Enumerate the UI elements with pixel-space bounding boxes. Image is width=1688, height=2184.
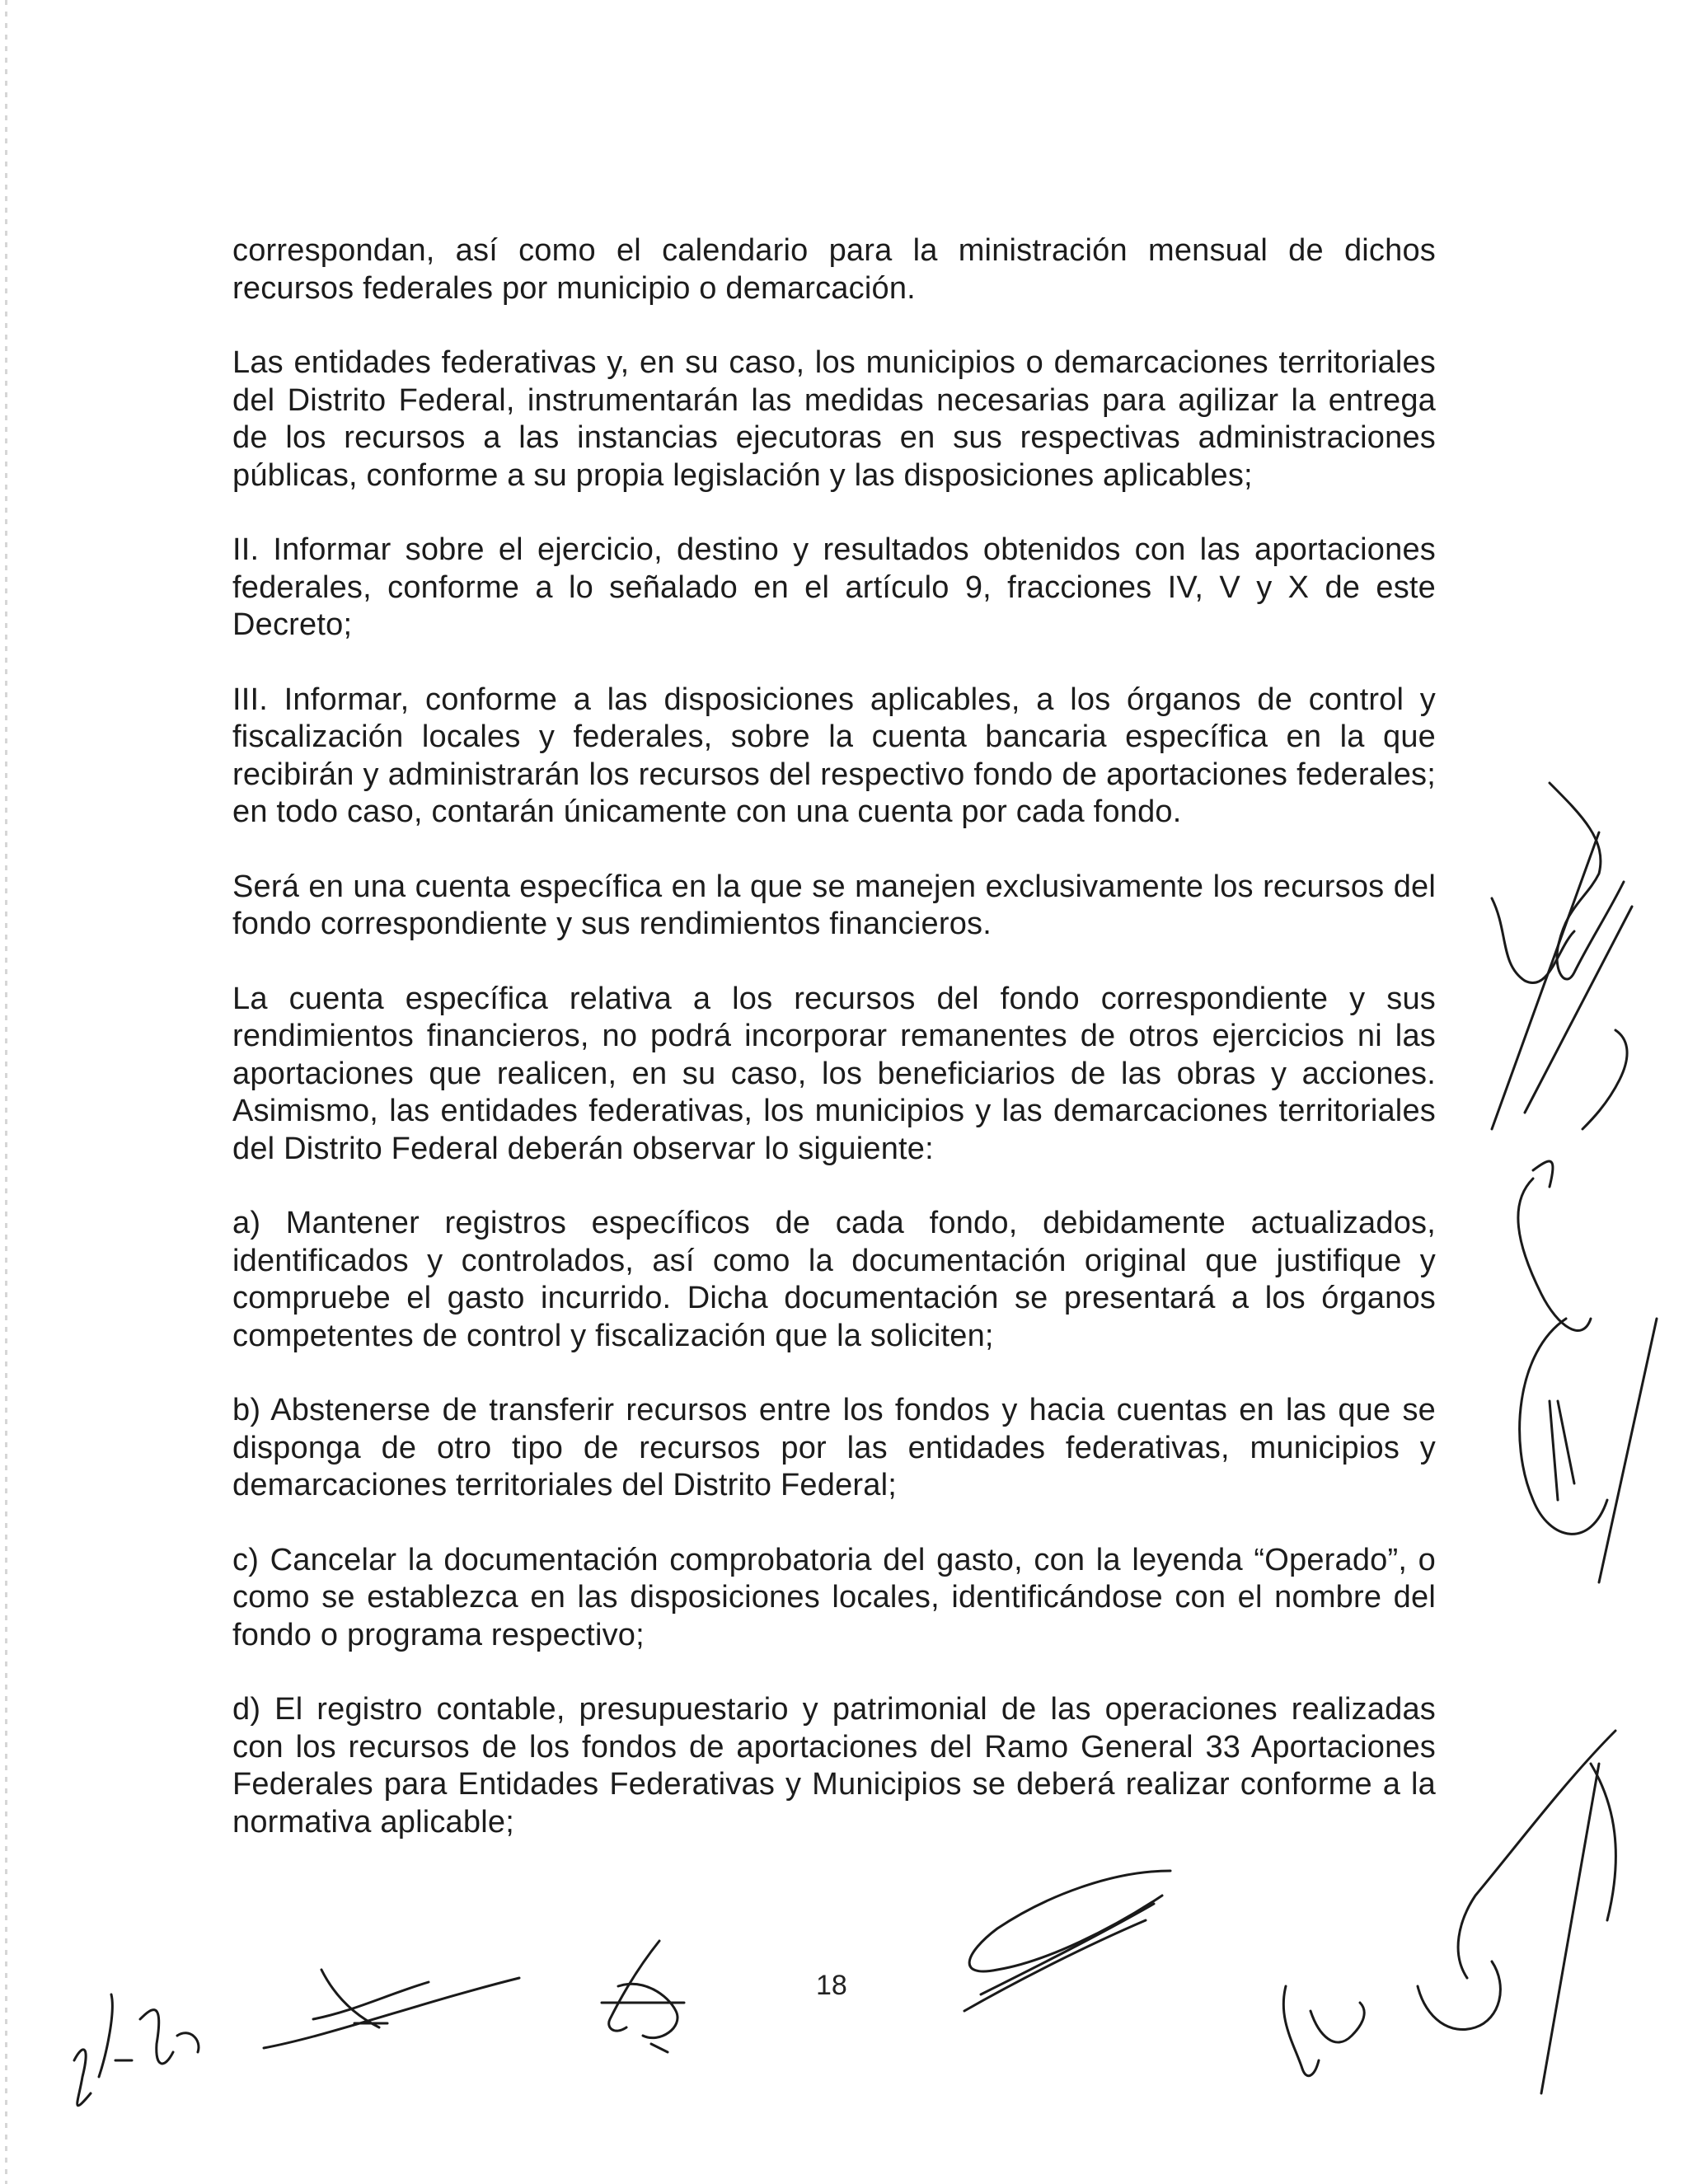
paragraph-fraction-iii: III. Informar, conforme a las disposiciones aplicables, a los órganos de control y fiscalización locales y federales, sobre la cuenta bancaria específica en la que recibirán y administrarán los recursos del respectivo fondo de aportaciones federales; en todo caso, contarán únicamente con una cuenta por cada fondo. xyxy=(232,682,1436,829)
scan-edge-artifact xyxy=(5,0,7,2184)
paragraph-item-a: a) Mantener registros específicos de cada fondo, debidamente actualizados, identificados y controlados, así como la documentación original que justifique y compruebe el gasto incurrido. Dicha documentación se presentará a los órganos competentes de control y fiscalización que la soliciten; xyxy=(232,1206,1436,1353)
signature-bottom-center-right xyxy=(948,1863,1195,2032)
signature-right-lower xyxy=(1401,1714,1665,2106)
signature-right-upper xyxy=(1475,783,1640,1133)
paragraph-6: La cuenta específica relativa a los recursos del fondo correspondiente y sus rendimientos financieros, no podrá incorporar remanentes de otros ejercicios ni las aportaciones que realicen, en su caso, los beneficiarios de las obras y acciones. Asimismo, las entidades federativas, los municipios y las demarcaciones territoriales del Distrito Federal deberán observar lo siguiente: xyxy=(232,981,1436,1166)
page-number: 18 xyxy=(816,1970,847,2001)
paragraph-1: correspondan, así como el calendario para la ministración mensual de dichos recursos federales por municipio o demarcación. xyxy=(232,233,1436,306)
paragraph-item-b: b) Abstenerse de transferir recursos entre los fondos y hacia cuentas en las que se disponga de otro tipo de recursos por las entidades federativas, municipios y demarcaciones territoriales del Distrito Federal; xyxy=(232,1393,1436,1502)
paragraph-item-d: d) El registro contable, presupuestario y patrimonial de las operaciones realizadas con los recursos de los fondos de aportaciones del Ramo General 33 Aportaciones Federales para Entidades Federativas y Municipios se deberá realizar conforme a la normativa aplicable; xyxy=(232,1692,1436,1840)
paragraph-item-c: c) Cancelar la documentación comprobatoria del gasto, con la leyenda “Operado”, o como se establezca en las disposiciones locales, identificándose con el nombre del fondo o programa respectivo; xyxy=(232,1542,1436,1652)
signature-bottom-center xyxy=(593,1937,692,2064)
handwritten-annotation xyxy=(58,1961,214,2139)
paragraph-fraction-ii: II. Informar sobre el ejercicio, destino y resultados obtenidos con las aportaciones federales, conforme a lo señalado en el artículo 9, fracciones IV, V y X de este Decreto; xyxy=(232,532,1436,642)
paragraph-5: Será en una cuenta específica en la que se manejen exclusivamente los recursos del fondo correspondiente y sus rendimientos financieros. xyxy=(232,869,1436,941)
signature-bottom-right xyxy=(1269,1978,1385,2097)
signature-right-middle xyxy=(1500,1154,1665,1652)
paragraph-2: Las entidades federativas y, en su caso, los municipios o demarcaciones territoriales del Distrito Federal, instrumentarán las medidas necesarias para agilizar la entrega de los recursos a las instancias ejecutoras en sus respectivas administraciones públicas, conforme a su propia legislación y las disposiciones aplicables; xyxy=(232,345,1436,493)
document-body xyxy=(232,232,1436,1878)
signature-bottom-left-cross xyxy=(256,1961,528,2056)
